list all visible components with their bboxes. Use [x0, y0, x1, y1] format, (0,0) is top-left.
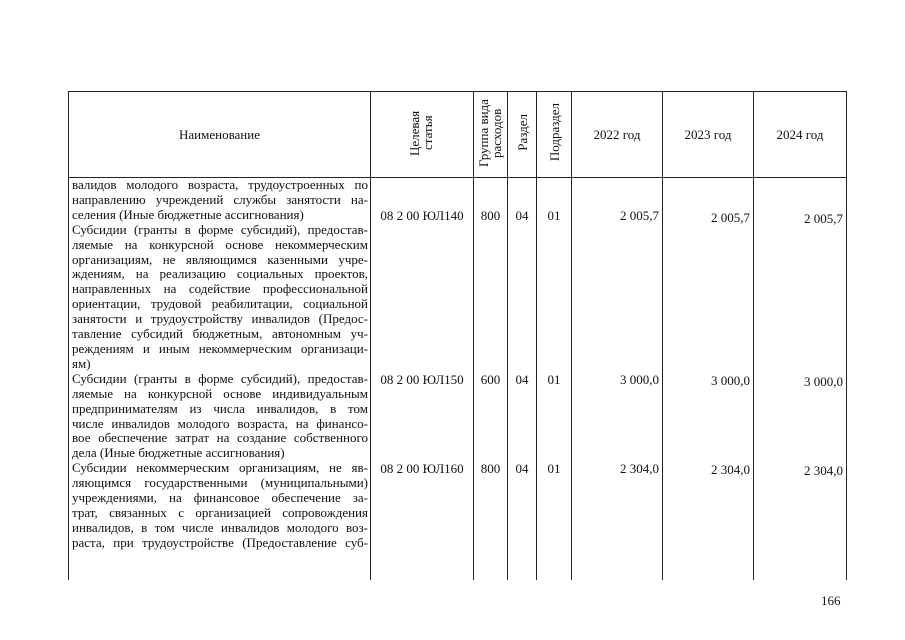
code-row-3: 08 2 00 ЮЛ160	[380, 461, 464, 476]
page-number: 166	[821, 593, 841, 608]
section-row-3: 04	[515, 461, 529, 476]
name-text-line: трат, связанных с организацией сопровождения	[72, 505, 368, 520]
name-text-line: инвалидов, в том числе инвалидов молодого воз-	[72, 520, 368, 535]
y2023-column	[663, 178, 754, 580]
section-row-2: 04	[515, 372, 529, 387]
section-column	[508, 178, 537, 580]
y2022-row-2: 3 000,0	[620, 372, 659, 387]
name-text-line: предпринимателям из числа инвалидов, в том	[72, 401, 368, 416]
group-row-1: 800	[480, 208, 501, 223]
header-row	[69, 92, 847, 178]
y2022-column	[572, 178, 663, 580]
name-text-line: ляемые на конкурсной основе некоммерческим	[72, 237, 368, 252]
header-2023: 2023 год	[663, 92, 754, 178]
name-text-line: Субсидии некоммерческим организациям, не яв-	[72, 461, 368, 476]
name-text-line: числе инвалидов молодого возраста, на финансо-	[72, 416, 368, 431]
header-2024: 2024 год	[754, 92, 847, 178]
header-name: Наименование	[69, 92, 371, 178]
subsection-row-3: 01	[547, 461, 561, 476]
group-column	[474, 178, 508, 580]
name-text-line: занятости и трудоустройству инвалидов (Предос-	[72, 312, 368, 327]
y2024-column	[754, 178, 847, 580]
code-column	[371, 178, 474, 580]
name-text-line: направленных на содействие профессиональной	[72, 282, 368, 297]
header-expense-group: Группа вида расходов	[474, 92, 508, 178]
name-text-line: ям)	[72, 356, 91, 371]
y2022-row-1: 2 005,7	[620, 208, 659, 223]
code-row-1: 08 2 00 ЮЛ140	[380, 208, 464, 223]
header-target-article: Целевая статья	[371, 92, 474, 178]
header-subsection: Подраздел	[537, 92, 572, 178]
header-section: Раздел	[508, 92, 537, 178]
name-text-line: вое обеспечение затрат на создание собственного	[72, 431, 368, 446]
group-row-2: 600	[480, 372, 501, 387]
header-2022: 2022 год	[572, 92, 663, 178]
name-text-line: раста, при трудоустройстве (Предоставление суб-	[72, 535, 368, 550]
y2024-row-3: 2 304,0	[804, 463, 843, 478]
table-body-row	[69, 178, 847, 580]
subsection-row-1: 01	[547, 208, 561, 223]
budget-table	[68, 91, 847, 580]
name-column-text	[69, 178, 371, 580]
name-text-line: учреждениями, на финансовое обеспечение за-	[72, 491, 368, 506]
y2024-row-1: 2 005,7	[804, 211, 843, 226]
subsection-column	[537, 178, 572, 580]
name-text-line: тавление субсидий бюджетным, автономным уч-	[72, 327, 368, 342]
code-row-2: 08 2 00 ЮЛ150	[380, 372, 464, 387]
name-text-line: направлению учреждений службы занятости на-	[72, 192, 368, 207]
name-text-line: ориентации, трудовой реабилитации, социальной	[72, 297, 368, 312]
name-text-line: реждениям и иным некоммерческим организаци-	[72, 341, 368, 356]
name-text-line: Субсидии (гранты в форме субсидий), предостав-	[72, 371, 368, 386]
name-text-line: валидов молодого возраста, трудоустроенных по	[72, 178, 368, 192]
name-text-line: ждениям, на реализацию социальных проектов,	[72, 267, 368, 282]
section-row-1: 04	[515, 208, 529, 223]
y2024-row-2: 3 000,0	[804, 374, 843, 389]
y2023-row-1: 2 005,7	[711, 210, 750, 225]
y2023-row-3: 2 304,0	[711, 462, 750, 477]
name-text-line: селения (Иные бюджетные ассигнования)	[72, 207, 304, 222]
subsection-row-2: 01	[547, 372, 561, 387]
name-text-line: дела (Иные бюджетные ассигнования)	[72, 446, 285, 461]
name-text-line: ляемые на конкурсной основе индивидуальным	[72, 386, 368, 401]
y2022-row-3: 2 304,0	[620, 461, 659, 476]
name-text-line: организациям, не являющимся казенными учре-	[72, 252, 368, 267]
name-text-line: Субсидии (гранты в форме субсидий), предостав-	[72, 222, 368, 237]
group-row-3: 800	[480, 461, 501, 476]
name-text-line: ляющимся государственными (муниципальными)	[72, 476, 368, 491]
y2023-row-2: 3 000,0	[711, 373, 750, 388]
